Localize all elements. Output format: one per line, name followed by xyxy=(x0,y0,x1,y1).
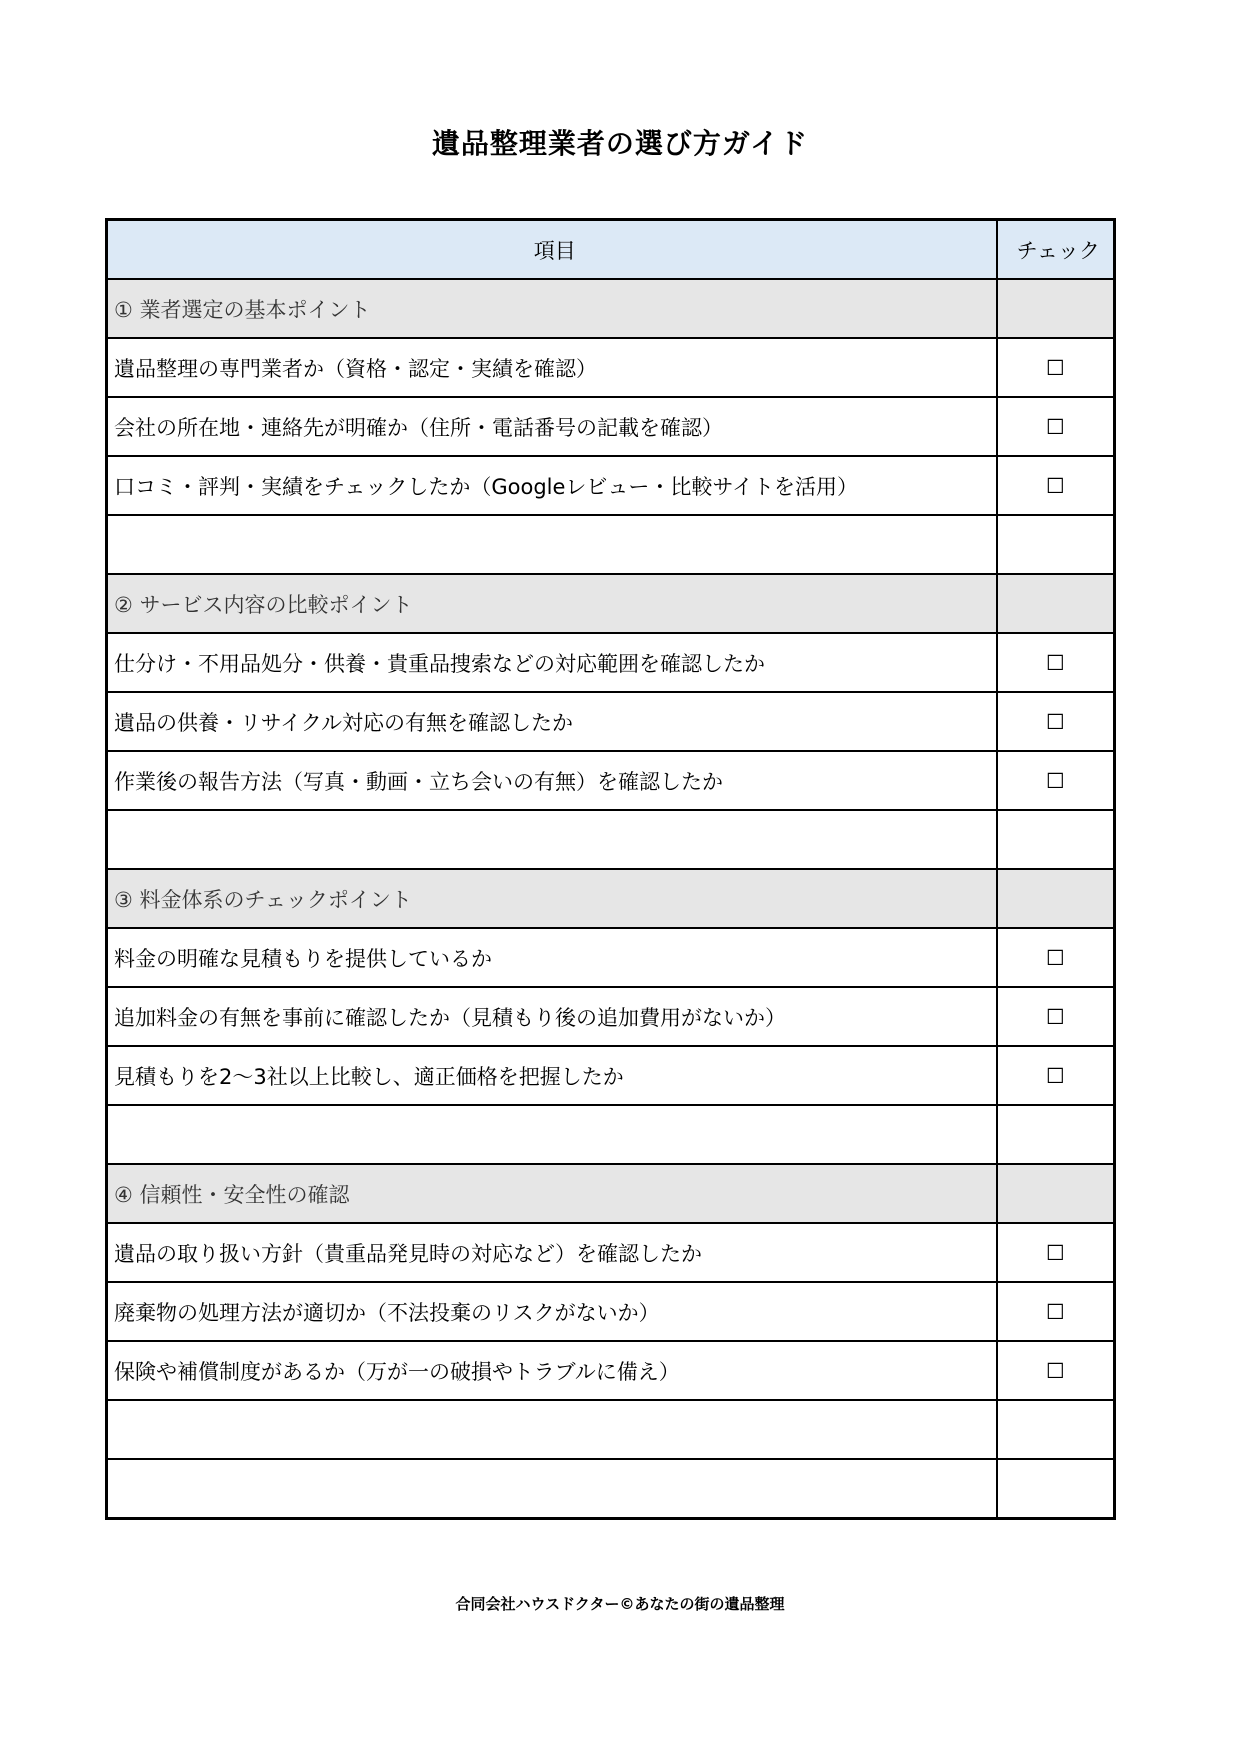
empty-row xyxy=(107,810,1115,869)
checkbox[interactable]: ☐ xyxy=(997,1223,1115,1282)
page-title: 遺品整理業者の選び方ガイド xyxy=(431,127,809,160)
checkbox[interactable]: ☐ xyxy=(997,928,1115,987)
checkbox[interactable]: ☐ xyxy=(997,987,1115,1046)
empty-cell xyxy=(997,515,1115,574)
section-row xyxy=(107,279,1115,338)
empty-cell xyxy=(107,1105,997,1164)
table-row xyxy=(107,692,1115,751)
table-row xyxy=(107,751,1115,810)
table-row xyxy=(107,456,1115,515)
checklist-item-text: 料金の明確な見積もりを提供しているか xyxy=(107,928,997,987)
table-row xyxy=(107,928,1115,987)
section-check-blank xyxy=(997,279,1115,338)
empty-cell xyxy=(107,1400,997,1459)
empty-row xyxy=(107,1459,1115,1519)
empty-row xyxy=(107,1400,1115,1459)
checklist-item-text: 遺品の取り扱い方針（貴重品発見時の対応など）を確認したか xyxy=(107,1223,997,1282)
checklist-item-text: 仕分け・不用品処分・供養・貴重品捜索などの対応範囲を確認したか xyxy=(107,633,997,692)
checklist-item-text: 口コミ・評判・実績をチェックしたか（Googleレビュー・比較サイトを活用） xyxy=(107,456,997,515)
empty-cell xyxy=(107,515,997,574)
section-row xyxy=(107,1164,1115,1223)
checkbox[interactable]: ☐ xyxy=(997,1341,1115,1400)
checklist-table xyxy=(105,218,1116,1520)
checkbox[interactable]: ☐ xyxy=(997,456,1115,515)
checklist-item-text: 遺品整理の専門業者か（資格・認定・実績を確認） xyxy=(107,338,997,397)
section-heading: ② サービス内容の比較ポイント xyxy=(107,574,997,633)
empty-cell xyxy=(107,1459,997,1519)
section-check-blank xyxy=(997,1164,1115,1223)
empty-cell xyxy=(997,1400,1115,1459)
checkbox[interactable]: ☐ xyxy=(997,1282,1115,1341)
checkbox[interactable]: ☐ xyxy=(997,338,1115,397)
checklist-item-text: 廃棄物の処理方法が適切か（不法投棄のリスクがないか） xyxy=(107,1282,997,1341)
table-row xyxy=(107,1223,1115,1282)
section-check-blank xyxy=(997,574,1115,633)
section-heading: ③ 料金体系のチェックポイント xyxy=(107,869,997,928)
table-row xyxy=(107,987,1115,1046)
table-row xyxy=(107,1341,1115,1400)
checklist-item-text: 見積もりを2〜3社以上比較し、適正価格を把握したか xyxy=(107,1046,997,1105)
checkbox[interactable]: ☐ xyxy=(997,692,1115,751)
table-header-row xyxy=(107,220,1115,280)
checklist-item-text: 保険や補償制度があるか（万が一の破損やトラブルに備え） xyxy=(107,1341,997,1400)
table-row xyxy=(107,338,1115,397)
checkbox[interactable]: ☐ xyxy=(997,751,1115,810)
column-header-item: 項目 xyxy=(107,220,997,280)
column-header-check: チェック xyxy=(997,220,1115,280)
checklist-item-text: 会社の所在地・連絡先が明確か（住所・電話番号の記載を確認） xyxy=(107,397,997,456)
section-check-blank xyxy=(997,869,1115,928)
section-heading: ① 業者選定の基本ポイント xyxy=(107,279,997,338)
empty-cell xyxy=(107,810,997,869)
section-heading: ④ 信頼性・安全性の確認 xyxy=(107,1164,997,1223)
footer-copyright: 合同会社ハウスドクター©あなたの街の遺品整理 xyxy=(455,1595,785,1613)
table-row xyxy=(107,1046,1115,1105)
empty-cell xyxy=(997,1459,1115,1519)
checklist-item-text: 作業後の報告方法（写真・動画・立ち会いの有無）を確認したか xyxy=(107,751,997,810)
table-row xyxy=(107,397,1115,456)
checkbox[interactable]: ☐ xyxy=(997,1046,1115,1105)
empty-cell xyxy=(997,1105,1115,1164)
table-row xyxy=(107,1282,1115,1341)
empty-row xyxy=(107,1105,1115,1164)
empty-row xyxy=(107,515,1115,574)
checkbox[interactable]: ☐ xyxy=(997,397,1115,456)
section-row xyxy=(107,574,1115,633)
checkbox[interactable]: ☐ xyxy=(997,633,1115,692)
empty-cell xyxy=(997,810,1115,869)
checklist-item-text: 遺品の供養・リサイクル対応の有無を確認したか xyxy=(107,692,997,751)
table-row xyxy=(107,633,1115,692)
section-row xyxy=(107,869,1115,928)
checklist-item-text: 追加料金の有無を事前に確認したか（見積もり後の追加費用がないか） xyxy=(107,987,997,1046)
